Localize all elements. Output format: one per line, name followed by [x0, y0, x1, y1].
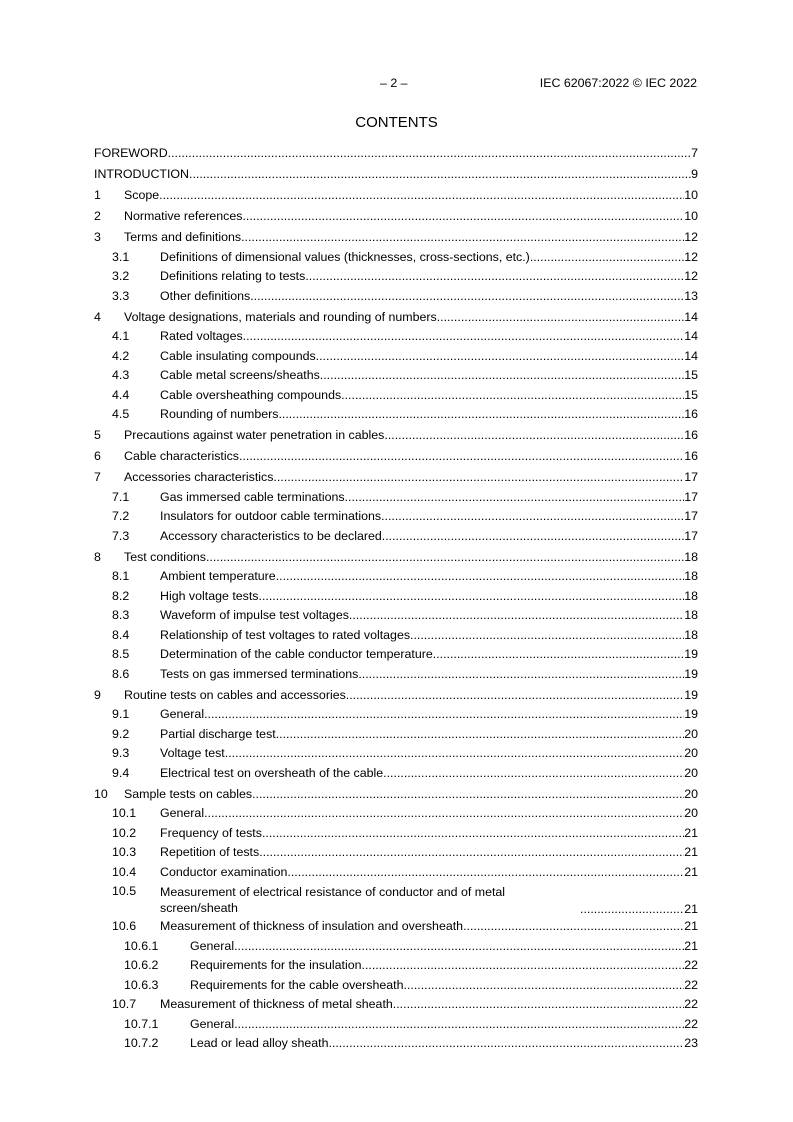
toc-entry[interactable] [94, 366, 698, 386]
toc-entry-title: Repetition of tests [160, 845, 260, 859]
toc-entry[interactable] [94, 308, 698, 328]
toc-entry-number: 10.6.1 [124, 938, 159, 953]
toc-entry-title: Requirements for the cable oversheath [190, 977, 404, 992]
toc-entry-number: 9.1 [112, 707, 130, 721]
dot-leader [278, 407, 684, 421]
toc-entry-page: 17 [684, 528, 698, 543]
toc-entry-page: 22 [684, 958, 698, 972]
toc-entry-number: 3.1 [112, 249, 130, 264]
dot-leader [241, 230, 684, 244]
toc-entry-title: Requirements for the insulation [190, 958, 362, 972]
toc-entry-title: Rated voltages [160, 329, 243, 343]
toc-entry-title: Cable insulating compounds [160, 348, 316, 363]
toc-entry-number: 3 [94, 230, 101, 244]
toc-entry-number: 8 [94, 549, 101, 564]
toc-entry-number: 1 [94, 188, 101, 202]
toc-entry-number: 10.4 [112, 864, 137, 879]
toc-entry-page: 14 [684, 348, 698, 363]
toc-entry-title: Relationship of test voltages to rated voltages [160, 627, 411, 642]
dot-leader [189, 167, 691, 181]
toc-entry[interactable] [94, 327, 698, 347]
toc-entry-number: 6 [94, 449, 101, 463]
contents-title: CONTENTS [355, 114, 438, 131]
toc-entry-page: 15 [684, 368, 698, 382]
toc-entry-number: 10.1 [112, 806, 137, 820]
toc-entry-page: 20 [684, 806, 698, 820]
toc-entry-page: 18 [684, 627, 698, 642]
toc-entry[interactable] [94, 882, 698, 917]
dot-leader [204, 806, 684, 820]
toc-entry[interactable] [94, 228, 698, 248]
dot-leader [287, 865, 684, 879]
dot-leader [362, 958, 685, 972]
toc-entry-page: 18 [684, 588, 698, 603]
toc-entry-number: 8.2 [112, 588, 130, 603]
toc-entry-number: 7.1 [112, 489, 130, 504]
toc-entry-number: 10.5 [112, 884, 137, 898]
toc-entry-title: Cable oversheathing compounds [160, 387, 342, 402]
dot-leader [328, 1036, 684, 1050]
toc-entry-page: 23 [684, 1036, 698, 1050]
toc-entry-number: 4.4 [112, 387, 130, 402]
dot-leader [234, 1017, 684, 1031]
toc-entry-title: Normative references [124, 209, 243, 223]
toc-entry-title: Electrical test on oversheath of the cable [160, 765, 384, 780]
dot-leader [262, 826, 684, 840]
toc-entry-title: Routine tests on cables and accessories [124, 687, 346, 702]
toc-entry-page: 18 [684, 549, 698, 564]
toc-entry-number: 7.3 [112, 528, 130, 543]
toc-entry[interactable] [94, 744, 698, 764]
dot-leader [433, 647, 684, 661]
toc-entry-page: 16 [684, 449, 698, 463]
toc-entry-number: 4.5 [112, 407, 130, 421]
toc-entry[interactable] [94, 937, 698, 957]
toc-entry[interactable] [94, 287, 698, 307]
toc-entry-page: 18 [684, 608, 698, 622]
toc-entry[interactable] [94, 567, 698, 587]
toc-entry-number: 10.6 [112, 919, 137, 933]
dot-leader [358, 667, 684, 681]
toc-entry-page: 22 [684, 977, 698, 992]
toc-entry[interactable] [94, 405, 698, 425]
toc-entry-page: 20 [684, 746, 698, 760]
toc-entry-number: 8.5 [112, 647, 130, 661]
toc-entry[interactable] [94, 824, 698, 844]
toc-entry-title: General [160, 806, 205, 820]
toc-entry-number: 3.2 [112, 269, 130, 283]
dot-leader [463, 919, 684, 933]
toc-entry-title: Other definitions [160, 288, 251, 303]
toc-entry-title: Sample tests on cables [124, 786, 253, 801]
toc-entry[interactable] [94, 587, 698, 607]
toc-entry-title: Ambient temperature [160, 569, 276, 583]
toc-entry-number: 10.7.2 [124, 1036, 159, 1050]
toc-entry[interactable] [94, 267, 698, 287]
dot-leader [259, 589, 685, 603]
toc-entry-page: 15 [684, 387, 698, 402]
toc-entry-title: FOREWORD [94, 146, 168, 160]
toc-entry[interactable] [94, 917, 698, 937]
dot-leader [242, 209, 684, 223]
dot-leader [384, 428, 684, 442]
toc-entry-number: 4 [94, 309, 101, 324]
toc-entry-title: Insulators for outdoor cable terminations [160, 509, 382, 523]
toc-entry-page: 17 [684, 489, 698, 504]
toc-entry-number: 10.7 [112, 997, 137, 1011]
toc-entry-title: Accessories characteristics [124, 470, 274, 484]
page-number: – 2 – [380, 76, 408, 90]
toc-entry[interactable] [94, 606, 698, 626]
toc-entry-page: 19 [684, 666, 698, 681]
dot-leader [437, 310, 684, 324]
toc-entry-page: 20 [684, 786, 698, 801]
toc-entry-page: 16 [684, 428, 698, 442]
toc-entry-number: 4.2 [112, 348, 130, 363]
toc-entry[interactable] [94, 626, 698, 646]
toc-entry-title: Tests on gas immersed terminations [160, 666, 359, 681]
toc-entry-number: 4.3 [112, 368, 130, 382]
toc-entry[interactable] [94, 468, 698, 488]
toc-entry-number: 8.4 [112, 627, 130, 642]
dot-leader [346, 688, 684, 702]
toc-entry-title: Measurement of electrical resistance of conductor and of metal screen/sheath [160, 885, 506, 915]
toc-entry[interactable] [94, 843, 698, 863]
toc-entry-number: 2 [94, 209, 101, 223]
toc-entry-number: 10 [94, 786, 108, 801]
toc-entry-number: 9.2 [112, 726, 130, 741]
dot-leader [234, 939, 684, 953]
toc-entry-page: 17 [684, 470, 698, 484]
toc-entry-title: Frequency of tests [160, 825, 262, 840]
toc-entry-number: 7 [94, 470, 101, 484]
toc-entry-page: 18 [684, 569, 698, 583]
dot-leader [250, 289, 684, 303]
toc-entry-page: 10 [684, 188, 698, 202]
toc-entry-number: 8.1 [112, 569, 130, 583]
toc-entry-title: INTRODUCTION [94, 167, 189, 181]
toc-entry-title: Measurement of thickness of metal sheath [160, 997, 393, 1011]
dot-leader [276, 569, 685, 583]
dot-leader [349, 608, 684, 622]
dot-leader [168, 146, 691, 160]
dot-leader [404, 978, 685, 992]
toc-entry-number: 8.6 [112, 666, 130, 681]
dot-leader [239, 449, 684, 463]
dot-leader [383, 766, 684, 780]
toc-entry-title: Determination of the cable conductor temperature [160, 647, 433, 661]
table-of-contents [94, 144, 698, 1054]
toc-entry-title: Waveform of impulse test voltages [160, 608, 349, 622]
toc-entry-title: General [190, 1016, 235, 1031]
dot-leader [382, 529, 684, 543]
toc-entry-number: 5 [94, 428, 101, 442]
toc-entry-title: Rounding of numbers [160, 407, 279, 421]
dot-leader [276, 727, 685, 741]
toc-entry[interactable] [94, 1015, 698, 1035]
toc-entry-title: Gas immersed cable terminations [160, 489, 345, 504]
toc-entry[interactable] [94, 347, 698, 367]
toc-entry[interactable] [94, 207, 698, 227]
toc-entry-number: 3.3 [112, 288, 130, 303]
toc-entry-number: 10.7.1 [124, 1016, 159, 1031]
toc-entry[interactable] [94, 165, 698, 185]
document-reference: IEC 62067:2022 © IEC 2022 [539, 76, 697, 90]
toc-entry-page: 21 [684, 938, 698, 953]
toc-entry-page: 12 [684, 269, 698, 283]
toc-entry[interactable] [94, 645, 698, 665]
toc-entry-title: Voltage designations, materials and rounding of numbers [124, 309, 437, 324]
toc-entry-number: 9.3 [112, 746, 130, 760]
toc-entry-title: Definitions of dimensional values (thicknesses, cross-sections, etc.) [160, 249, 530, 264]
toc-entry-title: Lead or lead alloy sheath [190, 1036, 329, 1050]
toc-entry[interactable] [94, 785, 698, 805]
dot-leader [410, 628, 684, 642]
dot-leader [393, 997, 684, 1011]
toc-entry-page: 22 [684, 1016, 698, 1031]
dot-leader [580, 902, 684, 916]
toc-entry[interactable] [94, 863, 698, 883]
toc-entry-title: Conductor examination [160, 864, 288, 879]
toc-entry-title: Test conditions [124, 549, 206, 564]
toc-entry-title: Partial discharge test [160, 726, 276, 741]
toc-entry-title: General [190, 938, 235, 953]
toc-entry[interactable] [94, 426, 698, 446]
toc-entry-title: Measurement of thickness of insulation and oversheath [160, 919, 464, 933]
toc-entry[interactable] [94, 705, 698, 725]
toc-entry-number: 10.2 [112, 825, 137, 840]
toc-entry[interactable] [94, 995, 698, 1015]
toc-entry-number: 9 [94, 687, 101, 702]
toc-entry[interactable] [94, 725, 698, 745]
toc-entry-page: 10 [684, 209, 698, 223]
toc-entry[interactable] [94, 144, 698, 164]
toc-entry-page: 12 [684, 230, 698, 244]
toc-entry-page: 17 [684, 509, 698, 523]
toc-entry-number: 10.6.2 [124, 958, 159, 972]
toc-entry-page: 14 [684, 309, 698, 324]
toc-entry-title: Accessory characteristics to be declared [160, 528, 382, 543]
toc-entry-page: 12 [684, 249, 698, 264]
dot-leader [206, 550, 684, 564]
toc-entry[interactable] [94, 507, 698, 527]
dot-leader [273, 470, 684, 484]
toc-entry-page: 21 [684, 825, 698, 840]
toc-entry[interactable] [94, 447, 698, 467]
toc-entry[interactable] [94, 248, 698, 268]
toc-entry-page: 13 [684, 288, 698, 303]
toc-entry[interactable] [94, 488, 698, 508]
toc-entry-title: Scope [124, 188, 160, 202]
toc-entry[interactable] [94, 1034, 698, 1054]
dot-leader [305, 269, 684, 283]
dot-leader [225, 746, 684, 760]
dot-leader [320, 368, 684, 382]
toc-entry-number: 8.3 [112, 608, 130, 622]
toc-entry-title: High voltage tests [160, 588, 259, 603]
dot-leader [259, 845, 684, 859]
toc-entry[interactable] [94, 764, 698, 784]
toc-entry-page: 9 [691, 167, 698, 181]
toc-entry-title: Precautions against water penetration in cables [124, 428, 385, 442]
toc-entry-number: 10.6.3 [124, 977, 159, 992]
toc-entry-page: 19 [684, 647, 698, 661]
toc-entry-page: 19 [684, 687, 698, 702]
dot-leader [341, 388, 684, 402]
toc-entry[interactable] [94, 686, 698, 706]
dot-leader [316, 349, 685, 363]
toc-entry-page: 16 [684, 407, 698, 421]
dot-leader [530, 250, 684, 264]
toc-entry-page: 19 [684, 707, 698, 721]
toc-entry-page: 22 [684, 997, 698, 1011]
toc-entry[interactable] [94, 976, 698, 996]
toc-entry-title: Definitions relating to tests [160, 269, 306, 283]
toc-entry-number: 10.3 [112, 845, 137, 859]
toc-entry-number: 4.1 [112, 329, 130, 343]
toc-entry[interactable] [94, 956, 698, 976]
dot-leader [159, 188, 684, 202]
toc-entry-page: 20 [684, 765, 698, 780]
dot-leader [381, 509, 684, 523]
toc-entry-page: 20 [684, 726, 698, 741]
toc-entry[interactable] [94, 548, 698, 568]
toc-entry-page: 14 [684, 329, 698, 343]
toc-entry-page: 21 [684, 864, 698, 879]
dot-leader [243, 329, 685, 343]
toc-entry[interactable] [94, 665, 698, 685]
toc-entry[interactable] [94, 386, 698, 406]
toc-entry-title: Terms and definitions [124, 230, 242, 244]
dot-leader [345, 490, 685, 504]
toc-entry-page: 21 [684, 845, 698, 859]
toc-entry-title: General [160, 707, 205, 721]
dot-leader [252, 787, 684, 801]
toc-entry-number: 9.4 [112, 765, 130, 780]
toc-entry[interactable] [94, 804, 698, 824]
toc-entry-page: 7 [691, 146, 698, 160]
toc-entry-title: Cable metal screens/sheaths [160, 368, 320, 382]
toc-entry-page: 21 [684, 902, 698, 916]
toc-entry-number: 7.2 [112, 509, 130, 523]
toc-entry[interactable] [94, 527, 698, 547]
dot-leader [204, 707, 684, 721]
toc-entry-title: Voltage test [160, 746, 225, 760]
toc-entry-page: 21 [684, 919, 698, 933]
toc-entry[interactable] [94, 186, 698, 206]
toc-entry-title: Cable characteristics [124, 449, 240, 463]
